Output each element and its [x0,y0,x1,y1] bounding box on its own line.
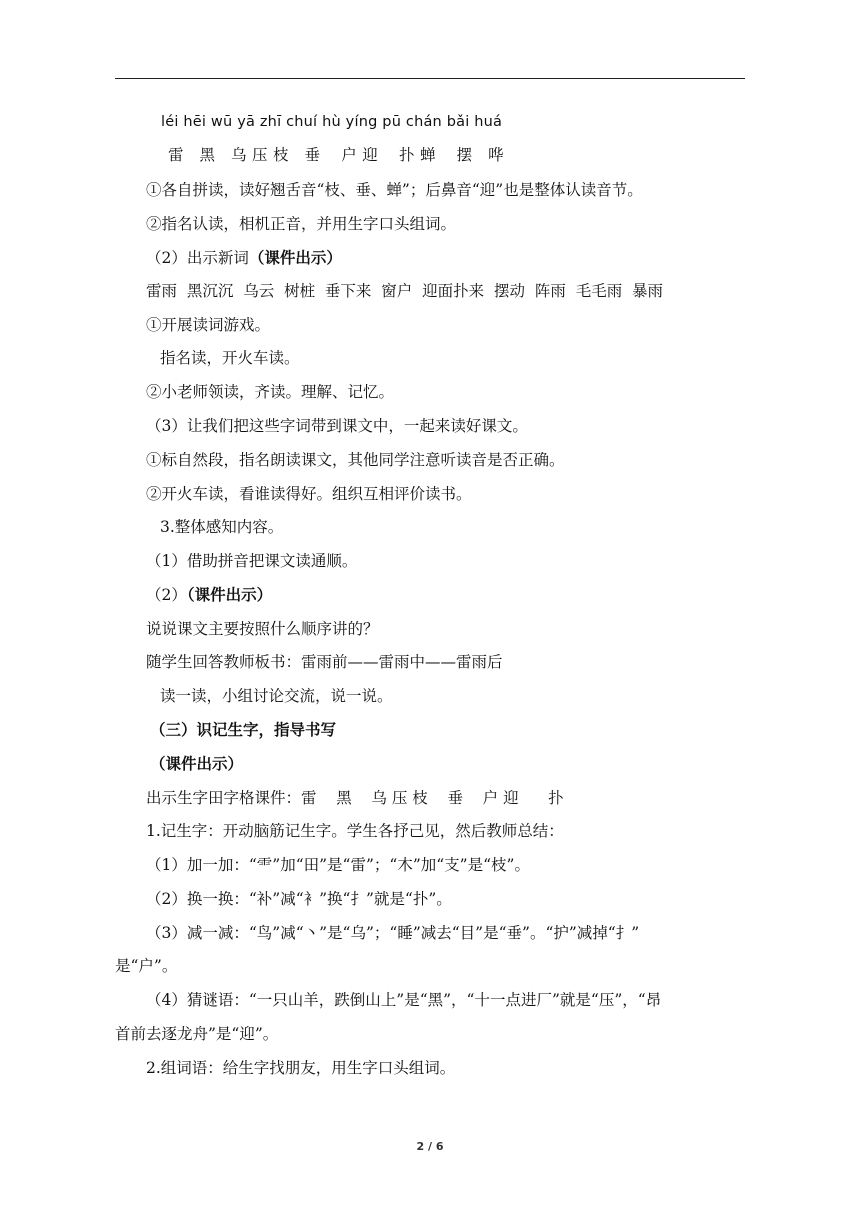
paragraph: （3）让我们把这些字词带到课文中，一起来读好课文。 [146,417,528,435]
section-heading [146,585,272,605]
courseware-note: （课件出示） [186,585,273,604]
paragraph: ②开火车读，看谁读得好。组织互相评价读书。 [146,485,472,503]
paragraph: 2.组词语：给生字找朋友，用生字口头组词。 [146,1059,456,1077]
section-heading-text: （2） [146,586,187,604]
paragraph: （1）借助拼音把课文读通顺。 [146,552,358,570]
paragraph: ②指名认读，相机正音，并用生字口头组词。 [146,215,457,233]
paragraph-continuation: 首前去逐龙舟”是“迎”。 [115,1025,279,1043]
paragraph: （4）猜谜语：“一只山羊，跌倒山上”是“黑”，“十一点进厂”就是“压”，“昂 [146,991,662,1009]
section-heading-text: （2）出示新词 [146,249,249,267]
header-rule [115,78,745,79]
pinyin-line: léi hēi wū yā zhī chuí hù yíng pū chán bǎi huá [161,114,503,130]
paragraph: ①标自然段，指名朗读课文，其他同学注意听读音是否正确。 [146,451,565,469]
section-heading: （三）识记生字，指导书写 [150,720,337,739]
section-heading [146,248,342,268]
paragraph: 随学生回答教师板书：雷雨前——雷雨中——雷雨后 [146,653,503,671]
character-line: 雷 黑 乌 压 枝 垂 户 迎 扑 蝉 摆 哗 [168,146,504,164]
word-list: 雷雨 黑沉沉 乌云 树桩 垂下来 窗户 迎面扑来 摆动 阵雨 毛毛雨 暴雨 [146,282,664,300]
paragraph: ②小老师领读，齐读。理解、记忆。 [146,383,395,401]
paragraph: （2）换一换：“补”减“衤”换“扌”就是“扑”。 [146,890,452,908]
paragraph-continuation: 是“户”。 [115,957,178,975]
paragraph: 3.整体感知内容。 [160,518,284,536]
courseware-note: （课件出示） [248,248,342,267]
paragraph: （3）减一减：“鸟”减“丶”是“乌”；“睡”减去“目”是“垂”。“护”减掉“扌” [146,924,640,942]
paragraph: 指名读，开火车读。 [160,349,300,367]
paragraph: 读一读，小组讨论交流，说一说。 [160,687,393,705]
paragraph: 1.记生字：开动脑筋记生字。学生各抒己见，然后教师总结： [146,822,564,840]
paragraph: 说说课文主要按照什么顺序讲的？ [146,620,379,638]
paragraph: ①开展读词游戏。 [146,316,271,334]
paragraph: ①各自拼读，读好翘舌音“枝、垂、蝉”；后鼻音“迎”也是整体认读音节。 [146,181,643,199]
paragraph: （1）加一加：“⻗”加“田”是“雷”；“木”加“支”是“枝”。 [146,856,530,874]
character-grid-line: 出示生字田字格课件：雷 黑 乌 压 枝 垂 户 迎 扑 [146,789,564,807]
page-number: 2 / 6 [416,1140,444,1153]
courseware-note: （课件出示） [150,754,244,773]
